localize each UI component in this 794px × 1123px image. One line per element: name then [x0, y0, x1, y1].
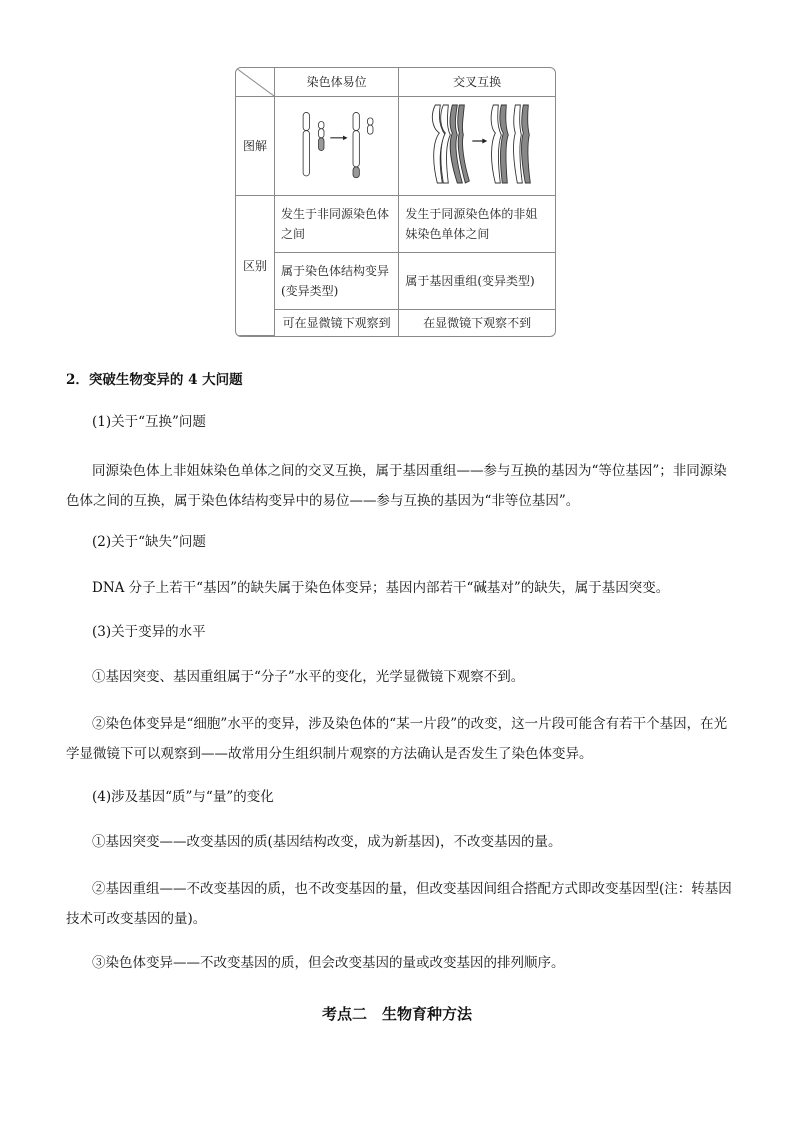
- next-section-title: 考点二 生物育种方法: [321, 1005, 472, 1023]
- table-cell: 属于染色体结构变异(变异类型): [275, 252, 399, 309]
- subheading-deletion: (2)关于“缺失”问题: [92, 534, 206, 550]
- paragraph-level-2: ②染色体变异是“细胞”水平的变异，涉及染色体的“某一片段”的改变，这一片段可能含有若干个基因，在光学显微镜下可以观察到——故常用分生组织制片观察的方法确认是否发生了染色体变异。: [66, 716, 728, 762]
- paragraph-deletion: DNA 分子上若干“基因”的缺失属于染色体变异；基因内部若干“碱基对”的缺失，属于基因突变。: [92, 580, 670, 596]
- crossover-diagram: [399, 97, 555, 196]
- row-label-difference: 区别: [236, 196, 275, 336]
- row-label-diagram: 图解: [236, 97, 275, 196]
- subheading-exchange: (1)关于“互换”问题: [92, 414, 206, 430]
- section-heading: 2．突破生物变异的 4 大问题: [66, 372, 243, 388]
- subheading-level: (3)关于变异的水平: [92, 624, 206, 640]
- col-header-translocation: 染色体易位: [275, 68, 399, 97]
- comparison-table: [235, 67, 556, 337]
- translocation-diagram: [275, 97, 399, 196]
- table-cell: 在显微镜下观察不到: [399, 309, 555, 336]
- paragraph-level-1: ①基因突变、基因重组属于“分子”水平的变化，光学显微镜下观察不到。: [92, 669, 525, 685]
- subheading-quality-quantity: (4)涉及基因“质”与“量”的变化: [92, 789, 274, 805]
- paragraph-qq-3: ③染色体变异——不改变基因的质，但会改变基因的量或改变基因的排列顺序。: [92, 955, 565, 971]
- paragraph-exchange: 同源染色体上非姐妹染色单体之间的交叉互换，属于基因重组——参与互换的基因为“等位基因”；非同源染色体之间的互换，属于染色体结构变异中的易位——参与互换的基因为“非等位基因”。: [66, 463, 727, 509]
- table-cell: 属于基因重组(变异类型): [399, 252, 555, 309]
- table-corner-cell: [236, 68, 275, 97]
- table-cell: 发生于非同源染色体之间: [275, 196, 399, 253]
- col-header-crossover: 交叉互换: [399, 68, 555, 97]
- paragraph-qq-2: ②基因重组——不改变基因的质，也不改变基因的量，但改变基因间组合搭配方式即改变基因型(注：转基因技术可改变基因的量)。: [66, 881, 732, 927]
- paragraph-qq-1: ①基因突变——改变基因的质(基因结构改变，成为新基因)，不改变基因的量。: [92, 834, 562, 850]
- table-cell: 发生于同源染色体的非姐妹染色单体之间: [399, 196, 555, 253]
- table-cell: 可在显微镜下观察到: [275, 309, 399, 336]
